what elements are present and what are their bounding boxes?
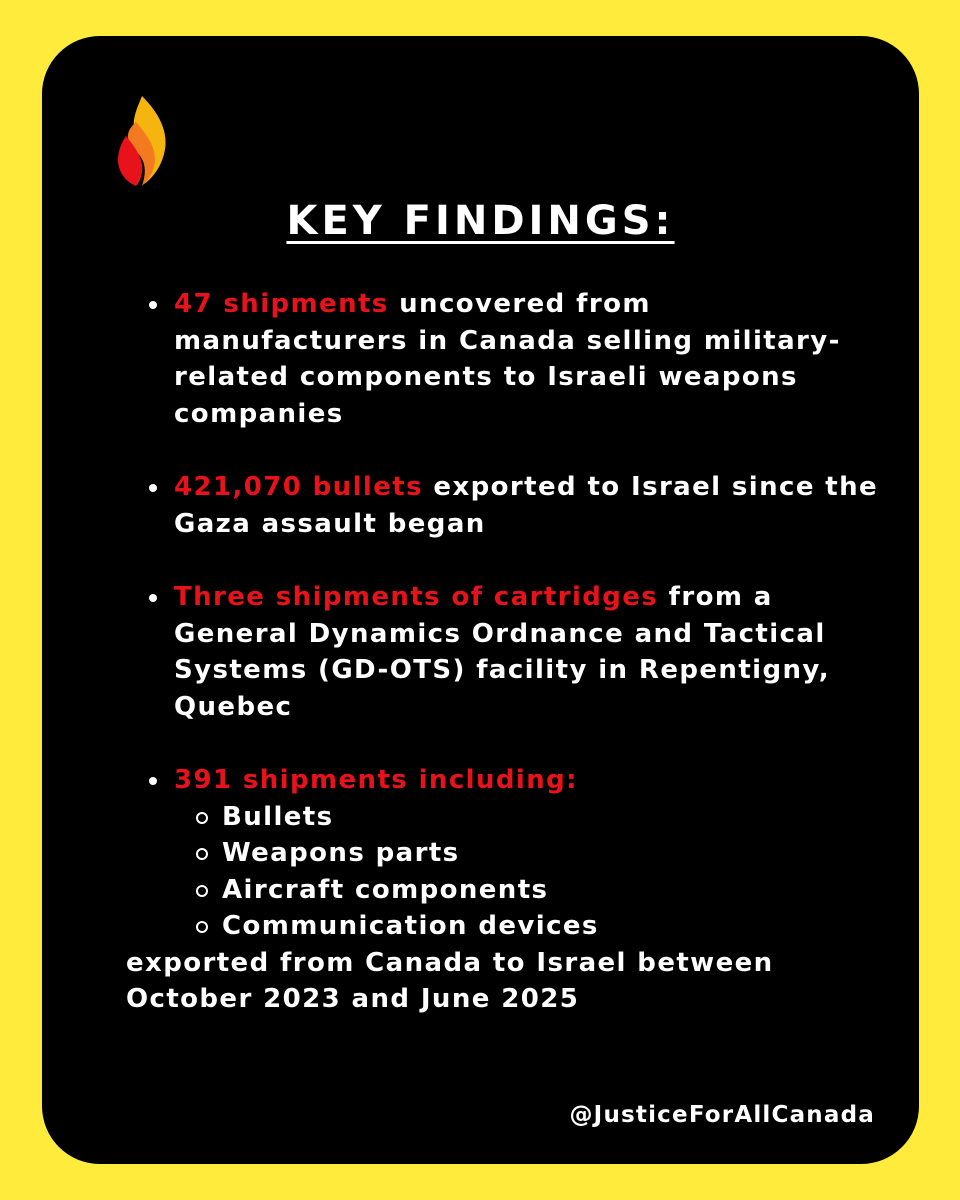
list-item xyxy=(146,469,886,542)
finding-highlight: 47 shipments xyxy=(174,289,389,319)
closing-text: exported from Canada to Israel between October 2023 and June 2025 xyxy=(126,947,774,1014)
sublist-item: Aircraft components xyxy=(174,872,886,909)
finding-highlight: 421,070 bullets xyxy=(174,472,423,502)
finding-text: uncovered from manufacturers in Canada selling military-related components to Israeli weapons companies xyxy=(174,289,841,429)
sublist-item: Bullets xyxy=(174,799,886,836)
sublist-item: Communication devices xyxy=(174,908,886,945)
flame-icon xyxy=(114,92,172,188)
findings-list xyxy=(126,286,886,1018)
social-handle: @JusticeForAllCanada xyxy=(569,1102,875,1128)
sublist-item: Weapons parts xyxy=(174,835,886,872)
page-title: KEY FINDINGS: xyxy=(286,198,675,244)
findings-card xyxy=(42,36,919,1164)
list-item xyxy=(146,286,886,432)
finding-highlight: Three shipments of cartridges xyxy=(174,582,659,612)
finding-highlight: 391 shipments including: xyxy=(174,765,578,795)
finding-text: exported to Israel since the Gaza assault began xyxy=(174,472,879,539)
list-item xyxy=(126,762,886,1018)
list-item xyxy=(146,579,886,725)
finding-text: from a General Dynamics Ordnance and Tactical Systems (GD-OTS) facility in Repentigny, Quebec xyxy=(174,582,830,722)
shipment-types-list xyxy=(174,799,886,945)
